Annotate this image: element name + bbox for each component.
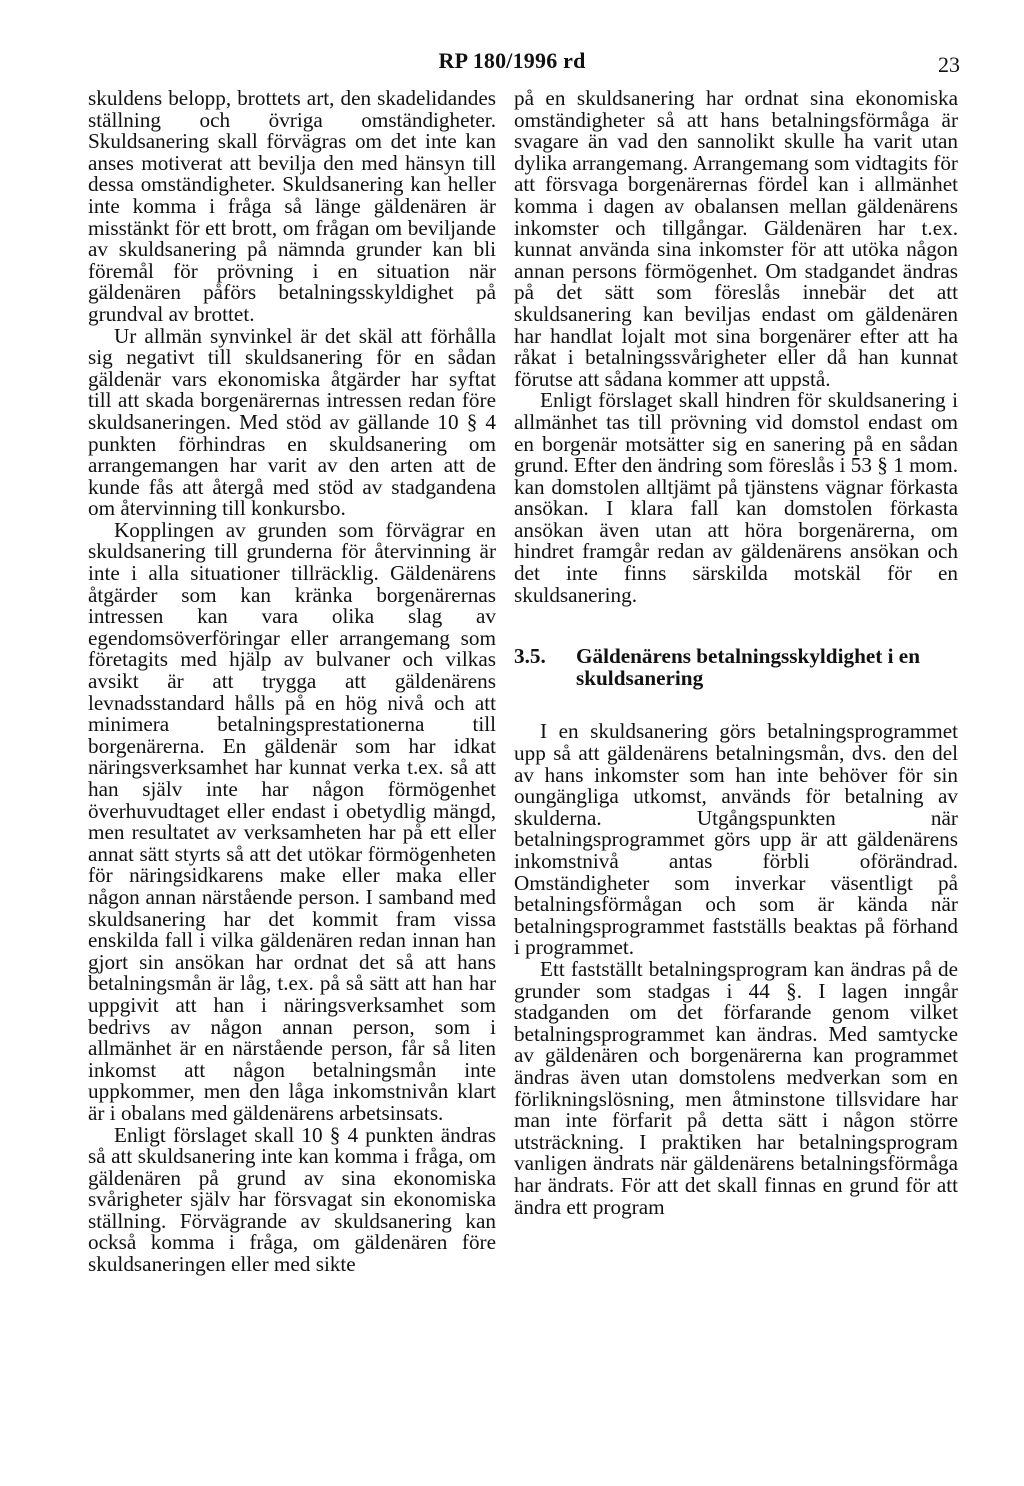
section-title: Gäldenärens betalningsskyldighet i en skuldsanering [576,644,920,690]
page-number: 23 [938,52,960,77]
paragraph: Enligt förslaget skall 10 § 4 punkten ändras så att skuldsanering inte kan komma i fråga, om gäldenären på grund av sina ekonomiska svårigheter själv har försvagat sin ekonomiska ställning. Förvägrande av skuldsanering kan också komma i fråga, om gäldenären före skuldsaneringen eller med sikte [88,1122,496,1277]
right-column [514,88,958,1218]
left-column [88,88,496,1276]
paragraph: Ett fastställt betalningsprogram kan ändras på de grunder som stadgas i 44 §. I lagen inngår stadganden om det förfarande genom vilket betalningsprogrammet kan ändras. Med samtycke av gäldenären och borgenärerna kan programmet ändras även utan domstolens medverkan som en förlikningslösning, men åtminstone tillsvidare har man inte förfarit på detta sätt i någon större utsträckning. I praktiken har betalningsprogram vanligen ändrats när gäldenärens betalningsförmåga har ändrats. För att det skall finnas en grund för att ändra ett program [514,956,958,1219]
paragraph: skuldens belopp, brottets art, den skadelidandes ställning och övriga omständigheter. Skuldsanering skall förvägras om det inte kan anses motiverat att bevilja den med hänsyn till dessa omständigheter. Skuldsanering kan heller inte komma i fråga så länge gäldenären är misstänkt för ett brott, om frågan om beviljande av skuldsanering på nämnda grunder kan bli föremål för prövning i en situation när gäldenären påförs betalningsskyldighet på grundval av brottet. [88,86,496,326]
page-header-title: RP 180/1996 rd [438,48,586,73]
paragraph: Kopplingen av grunden som förvägrar en skuldsanering till grunderna för återvinning är inte i alla situationer tillräcklig. Gäldenärens åtgärder som kan kränka borgenärernas intressen kan vara olika slag av egendomsöverföringar eller arrangemang som företagits med hjälp av bulvaner och vilkas avsikt är att trygga att gäldenärens levnadsstandard hålls på en hög nivå och att minimera betalningsprestationerna till borgenärerna. En gäldenär som har idkat näringsverksamhet har kunnat verka t.ex. så att han själv inte har någon förmögenhet överhuvudtaget eller endast i obetydlig mängd, men resultatet av verksamheten har på ett eller annat sätt styrts så att det utökar förmögenheten för näringsidkarens make eller maka eller någon annan närstående person. I samband med skuldsanering har det kommit fram vissa enskilda fall i vilka gäldenären redan innan han gjort sin ansökan har ordnat det så att hans betalningsmån är låg, t.ex. på så sätt att han har uppgivit att han i näringsverksamhet som bedrivs av någon annan person, som i allmänhet är en närstående person, får så liten inkomst att någon betalningsmån inte uppkommer, men den låga inkomstnivån klart är i obalans med gäldenärens arbetsinsats. [88,517,496,1125]
section-heading [514,646,958,689]
section-number: 3.5. [514,644,546,669]
paragraph: Ur allmän synvinkel är det skäl att förhålla sig negativt till skuldsanering för en sådan gäldenär vars ekonomiska åtgärder har syftat till att skada borgenärernas intressen redan före skuldsaneringen. Med stöd av gällande 10 § 4 punkten förhindras en skuldsanering om arrangemangen har varit av den arten att de kunde fås att återgå med stöd av stadgandena om återvinning till konkursbo. [88,323,496,521]
paragraph: Enligt förslaget skall hindren för skuldsanering i allmänhet tas till prövning vid domstol endast om en borgenär motsätter sig en sanering på en sådan grund. Efter den ändring som föreslås i 53 § 1 mom. kan domstolen alltjämt på tjänstens vägnar förkasta ansökan. I klara fall kan domstolen förkasta ansökan även utan att höra borgenärerna, om hindret framgår redan av gäldenärens ansökan och det inte finns särskilda motskäl för en skuldsanering. [514,388,958,607]
paragraph: på en skuldsanering har ordnat sina ekonomiska omständigheter så att hans betalningsförmåga är svagare än vad den sannolikt skulle ha varit utan dylika arrangemang. Arrangemang som vidtagits för att försvaga borgenärernas fördel kan i allmänhet komma i dagen av obalansen mellan gäldenärens inkomster och tillgångar. Gäldenären har t.ex. kunnat använda sina inkomster för att utöka någon annan persons förmögenhet. Om stadgandet ändras på det sätt som föreslås innebär det att skuldsanering kan beviljas endast om gäldenären har handlat lojalt mot sina borgenärer efter att ha råkat i betalningssvårigheter eller då han kunnat förutse att sådana kommer att uppstå. [514,86,958,391]
paragraph: I en skuldsanering görs betalningsprogrammet upp så att gäldenärens betalningsmån, dvs. den del av hans inkomster som han inte behöver för sin oungängliga utkomst, används för betalning av skulderna. Utgångspunkten när betalningsprogrammet görs upp är att gäldenärens inkomstnivå antas förbli oförändrad. Omständigheter som inverkar väsentligt på betalningsförmågan och som är kända när betalningsprogrammet fastställs beaktas på förhand i programmet. [514,719,958,960]
